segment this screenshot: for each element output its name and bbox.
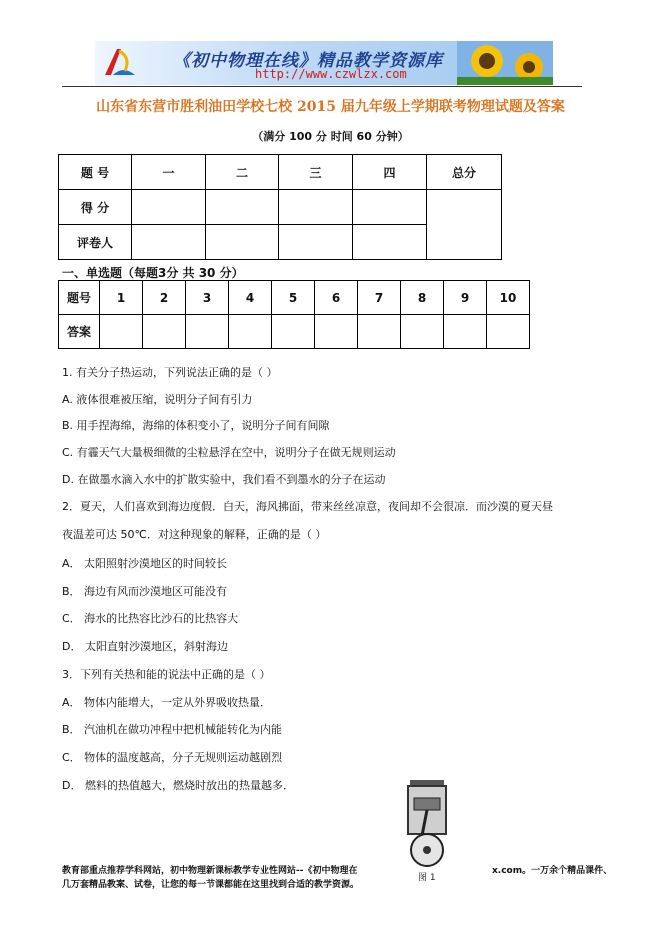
question-number-cell: 9 [444, 281, 487, 315]
score-header-cell: 一 [132, 155, 206, 190]
score-cell[interactable] [132, 190, 206, 225]
logo-icon [101, 45, 139, 81]
option-text: C． 海水的比热容比沙石的比热容大 [62, 612, 239, 625]
question-number-cell: 8 [401, 281, 444, 315]
answer-cell[interactable] [143, 315, 186, 349]
question-number-cell: 5 [272, 281, 315, 315]
answer-table [58, 280, 530, 349]
banner-title: 《初中物理在线》精品教学资源库 [173, 51, 443, 71]
document-subtitle: （满分 100 分 时间 60 分钟） [252, 130, 409, 143]
answer-cell[interactable] [315, 315, 358, 349]
option-text: C. 有霾天气大量极细微的尘粒悬浮在空中，说明分子在做无规则运动 [62, 446, 396, 459]
answer-cell[interactable] [186, 315, 229, 349]
question-stem: 1. 有关分子热运动，下列说法正确的是（ ） [62, 366, 278, 379]
document-title: 山东省东营市胜利油田学校七校 2015 届九年级上学期联考物理试题及答案 [96, 99, 565, 115]
score-cell[interactable] [132, 225, 206, 260]
score-cell[interactable] [206, 225, 279, 260]
score-header-cell: 二 [206, 155, 279, 190]
question-number-cell: 10 [487, 281, 530, 315]
answer-cell[interactable] [444, 315, 487, 349]
figure-caption: 图 1 [418, 873, 436, 883]
answer-cell[interactable] [100, 315, 143, 349]
header-rule [62, 86, 582, 87]
score-cell[interactable] [353, 190, 427, 225]
option-text: B． 汽油机在做功冲程中把机械能转化为内能 [62, 723, 283, 736]
question-stem: 夜温差可达 50℃．对这种现象的解释，正确的是（ ） [62, 528, 327, 541]
answer-cell[interactable] [358, 315, 401, 349]
score-table [58, 154, 502, 260]
score-row-label: 评卷人 [59, 225, 132, 260]
table-row [59, 155, 502, 190]
answer-cell[interactable] [487, 315, 530, 349]
question-number-cell: 2 [143, 281, 186, 315]
score-cell[interactable] [279, 225, 353, 260]
answer-cell[interactable] [272, 315, 315, 349]
question-number-cell: 3 [186, 281, 229, 315]
question-number-cell: 1 [100, 281, 143, 315]
engine-figure [398, 774, 456, 886]
question-number-cell: 6 [315, 281, 358, 315]
score-cell[interactable] [206, 190, 279, 225]
score-cell[interactable] [279, 190, 353, 225]
option-text: D． 太阳直射沙漠地区，斜射海边 [62, 640, 228, 653]
option-text: D． 燃料的热值越大，燃烧时放出的热量越多． [62, 779, 294, 792]
answer-row-label: 答案 [59, 315, 100, 349]
score-row-label: 得 分 [59, 190, 132, 225]
option-text: A． 物体内能增大，一定从外界吸收热量． [62, 696, 272, 709]
total-score-cell[interactable] [427, 190, 502, 260]
score-header-cell: 三 [279, 155, 353, 190]
option-text: A． 太阳照射沙漠地区的时间较长 [62, 557, 228, 570]
question-stem: 2．夏天，人们喜欢到海边度假．白天，海风拂面，带来丝丝凉意，夜间却不会很凉．而沙漠的夏天昼 [62, 500, 553, 513]
table-row [59, 315, 530, 349]
banner-url[interactable]: http://www.czwlzx.com [255, 67, 407, 81]
option-text: B. 用手捏海绵，海绵的体积变小了，说明分子间有间隙 [62, 419, 330, 432]
table-row [59, 190, 502, 225]
score-header-cell: 总分 [427, 155, 502, 190]
score-header-cell: 四 [353, 155, 427, 190]
option-text: B． 海边有风而沙漠地区可能没有 [62, 585, 228, 598]
question-number-cell: 7 [358, 281, 401, 315]
option-text: D. 在做墨水滴入水中的扩散实验中，我们看不到墨水的分子在运动 [62, 473, 386, 486]
score-cell[interactable] [353, 225, 427, 260]
question-stem: 3．下列有关热和能的说法中正确的是（ ） [62, 668, 271, 681]
answer-cell[interactable] [401, 315, 444, 349]
footer-line1-left: 教育部重点推荐学科网站，初中物理新课标教学专业性网站--《初中物理在 [62, 866, 358, 876]
table-row [59, 281, 530, 315]
sunflower-icon [457, 41, 553, 85]
footer-line1-right: x.com。一万余个精品课件、 [492, 866, 613, 876]
score-header-cell: 题 号 [59, 155, 132, 190]
header-banner [95, 41, 553, 85]
section-heading: 一、单选题（每题3分 共 30 分） [62, 266, 244, 280]
answer-row-label: 题号 [59, 281, 100, 315]
option-text: C． 物体的温度越高，分子无规则运动越剧烈 [62, 751, 283, 764]
answer-cell[interactable] [229, 315, 272, 349]
footer-line2: 几万套精品教案、试卷，让您的每一节课都能在这里找到合适的教学资源。 [62, 880, 360, 890]
question-number-cell: 4 [229, 281, 272, 315]
option-text: A. 液体很难被压缩，说明分子间有引力 [62, 393, 253, 406]
